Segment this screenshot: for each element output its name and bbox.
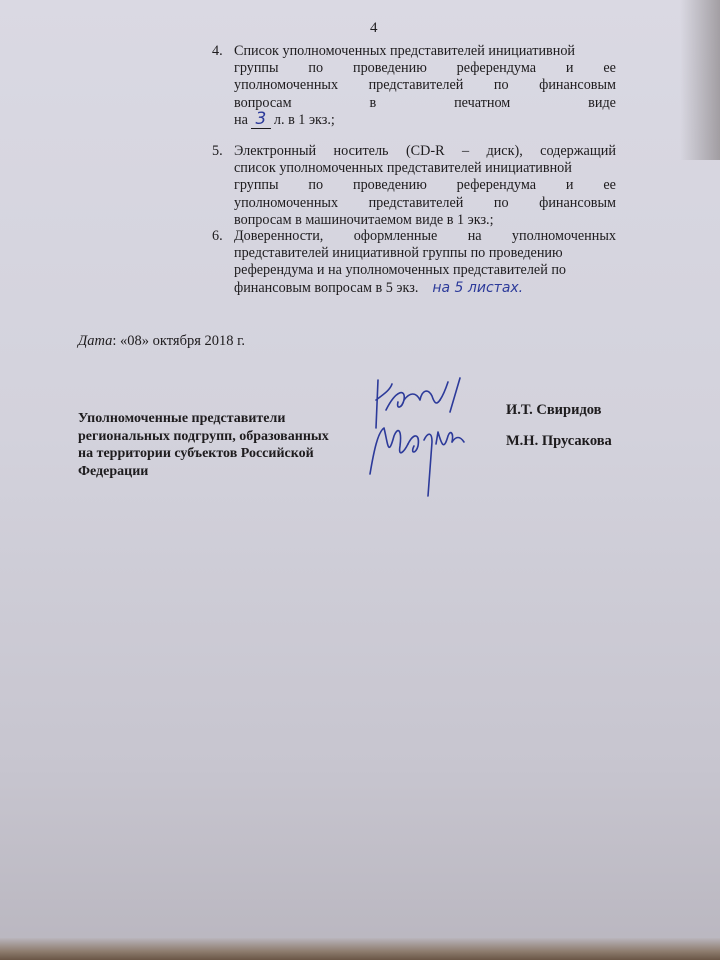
list-item-text <box>234 43 616 129</box>
signature-1-stroke <box>450 378 460 412</box>
word: на <box>467 228 482 244</box>
signature-2-stroke <box>452 438 464 443</box>
page-shadow <box>680 0 720 160</box>
word: (CD-R <box>405 143 445 159</box>
word: Электронный <box>234 143 317 159</box>
list-item-number: 6. <box>212 228 223 244</box>
word: и <box>565 177 574 194</box>
word: по <box>493 194 509 211</box>
word: диск), <box>486 143 523 159</box>
text-line <box>234 95 616 112</box>
document-date <box>78 333 245 350</box>
list-item-number: 4. <box>212 43 223 59</box>
word: л. в 1 экз.; <box>273 111 335 128</box>
word: референдума <box>456 177 537 194</box>
word: представителей инициативной группы по проведению <box>234 245 563 262</box>
word: Список уполномоченных представителей инициативной <box>234 43 576 59</box>
signature-2-stroke <box>408 436 418 452</box>
list-item-text <box>234 228 616 297</box>
text-line <box>234 280 616 297</box>
word: уполномоченных <box>511 228 616 244</box>
text-line <box>234 177 616 194</box>
word: представителей <box>368 77 464 94</box>
word: список уполномоченных представителей инициативной <box>234 160 572 177</box>
word: вопросам <box>234 94 292 111</box>
text-line <box>234 60 616 77</box>
signers-line: Федерации <box>78 463 149 479</box>
word: виде <box>588 94 616 111</box>
signer-name-1: И.Т. Свиридов <box>506 402 602 418</box>
text-line <box>234 195 616 212</box>
word: по <box>308 60 324 77</box>
word: содержащий <box>540 143 616 159</box>
word: и <box>565 60 574 77</box>
word: группы <box>234 177 279 194</box>
signature-1-stroke <box>404 391 440 403</box>
word: уполномоченных <box>234 194 339 211</box>
word: референдума и на уполномоченных представителей по <box>234 262 567 279</box>
word: – <box>461 143 470 159</box>
text-line <box>234 43 616 60</box>
word: финансовым <box>539 194 616 211</box>
word: финансовым вопросам в 5 экз. <box>234 279 419 296</box>
handwritten-count: 3 <box>251 112 271 129</box>
page-number: 4 <box>370 20 378 36</box>
word: ее <box>603 177 616 194</box>
text-line <box>234 228 616 245</box>
signature-1-stroke <box>386 393 404 410</box>
word: представителей <box>368 194 464 211</box>
text-line <box>234 160 616 177</box>
text-line <box>234 77 616 94</box>
list-item-5 <box>212 143 616 229</box>
word: на <box>234 111 248 128</box>
signers-line: Уполномоченные представители <box>78 411 286 426</box>
list-item-text <box>234 143 616 229</box>
word: проведению <box>352 177 427 194</box>
word: носитель <box>333 143 389 159</box>
table-edge <box>0 938 720 960</box>
text-line <box>234 262 616 279</box>
text-line <box>234 108 616 129</box>
date-value: : «08» октября 2018 г. <box>112 333 246 349</box>
word: Доверенности, <box>234 228 324 244</box>
signers-line: на территории субъектов Российской <box>78 446 314 462</box>
word: референдума <box>456 60 537 77</box>
word: проведению <box>352 60 427 77</box>
signers-block <box>78 410 378 480</box>
word: по <box>308 177 324 194</box>
word: в <box>369 94 377 111</box>
word: группы <box>234 60 279 77</box>
word: ее <box>603 60 616 77</box>
signature-1-stroke <box>440 382 448 400</box>
signers-line: региональных подгрупп, образованных <box>78 428 329 444</box>
signature-2-stroke <box>436 432 453 445</box>
text-line <box>234 212 616 229</box>
list-item-6 <box>212 228 616 297</box>
handwritten-note: на 5 листах. <box>432 279 524 296</box>
word: оформленные <box>353 228 438 244</box>
date-label: Дата <box>78 333 113 349</box>
signature-2-stroke <box>424 434 432 496</box>
word: финансовым <box>539 77 616 94</box>
list-item-4 <box>212 43 616 129</box>
list-item-number: 5. <box>212 143 223 159</box>
word: уполномоченных <box>234 77 339 94</box>
word: печатном <box>454 94 511 111</box>
signature-2-stroke <box>370 428 408 474</box>
text-line <box>234 245 616 262</box>
word: по <box>493 77 509 94</box>
handwritten-signatures <box>340 370 510 500</box>
word: вопросам в машиночитаемом виде в 1 экз.; <box>234 211 494 228</box>
text-line <box>234 143 616 160</box>
signer-name-2: М.Н. Прусакова <box>506 433 612 449</box>
signature-1-stroke <box>376 380 378 428</box>
